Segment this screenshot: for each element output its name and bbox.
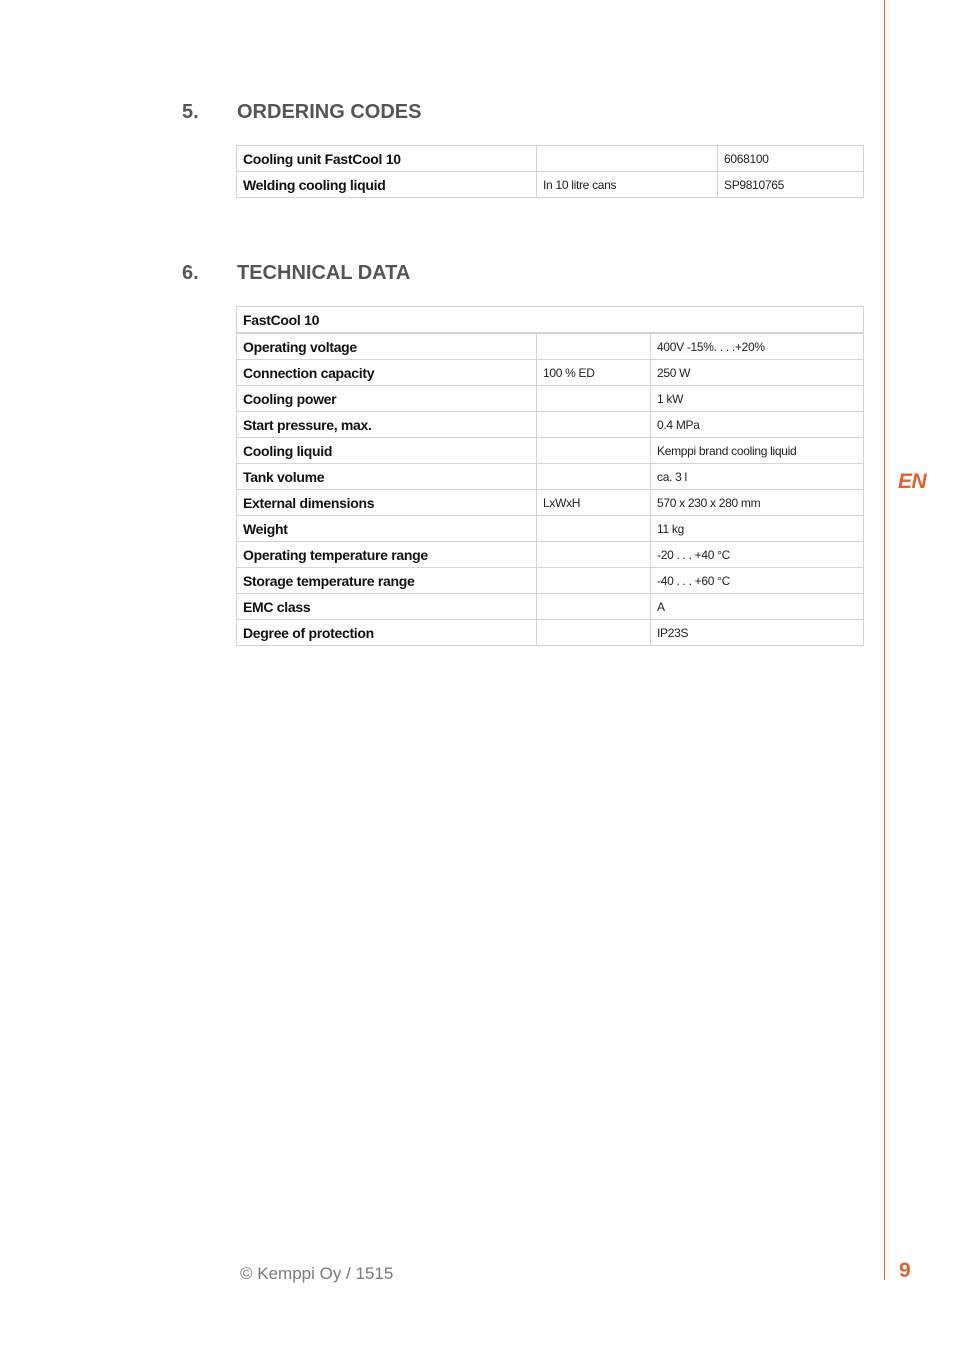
spec-value: 0.4 MPa (651, 412, 864, 438)
spec-name: Operating voltage (237, 333, 537, 360)
spec-value: IP23S (651, 620, 864, 646)
spec-detail: 100 % ED (537, 360, 651, 386)
ordering-codes-heading (182, 101, 421, 124)
spec-value: 1 kW (651, 386, 864, 412)
spec-value: A (651, 594, 864, 620)
product-name: Welding cooling liquid (237, 172, 537, 198)
table-header: FastCool 10 (237, 307, 864, 334)
product-code: SP9810765 (718, 172, 864, 198)
ordering-codes-table (236, 145, 864, 198)
spec-detail (537, 542, 651, 568)
spec-name: Connection capacity (237, 360, 537, 386)
section-title: TECHNICAL DATA (237, 262, 411, 284)
spec-value: 250 W (651, 360, 864, 386)
page-number: 9 (899, 1259, 911, 1282)
language-tag: EN (898, 470, 927, 493)
technical-data-heading (182, 262, 410, 285)
spec-detail (537, 464, 651, 490)
spec-value: 400V -15%. . . .+20% (651, 333, 864, 360)
table-row (237, 490, 864, 516)
table-row (237, 594, 864, 620)
spec-detail (537, 438, 651, 464)
table-row (237, 542, 864, 568)
section-title: ORDERING CODES (237, 101, 422, 123)
spec-detail (537, 594, 651, 620)
spec-detail: LxWxH (537, 490, 651, 516)
product-name: Cooling unit FastCool 10 (237, 146, 537, 172)
spec-detail (537, 620, 651, 646)
table-row (237, 386, 864, 412)
spec-value: -20 . . . +40 °C (651, 542, 864, 568)
table-row (237, 464, 864, 490)
table-row (237, 360, 864, 386)
table-row (237, 438, 864, 464)
spec-detail (537, 333, 651, 360)
product-detail (537, 146, 718, 172)
spec-value: ca. 3 l (651, 464, 864, 490)
spec-name: External dimensions (237, 490, 537, 516)
spec-detail (537, 568, 651, 594)
spec-name: Operating temperature range (237, 542, 537, 568)
table-row (237, 620, 864, 646)
spec-name: Tank volume (237, 464, 537, 490)
table-row (237, 516, 864, 542)
footer-copyright: © Kemppi Oy / 1515 (240, 1264, 394, 1283)
table-row (237, 412, 864, 438)
spec-value: -40 . . . +60 °C (651, 568, 864, 594)
table-header-row (237, 307, 864, 334)
spec-name: EMC class (237, 594, 537, 620)
table-row (237, 146, 864, 172)
spec-detail (537, 516, 651, 542)
spec-detail (537, 412, 651, 438)
spec-name: Cooling power (237, 386, 537, 412)
product-detail: In 10 litre cans (537, 172, 718, 198)
margin-rule (884, 0, 885, 1280)
table-row (237, 172, 864, 198)
spec-value: 570 x 230 x 280 mm (651, 490, 864, 516)
spec-name: Storage temperature range (237, 568, 537, 594)
section-number: 6. (182, 262, 199, 284)
spec-name: Start pressure, max. (237, 412, 537, 438)
product-code: 6068100 (718, 146, 864, 172)
spec-name: Weight (237, 516, 537, 542)
section-number: 5. (182, 101, 199, 123)
technical-data-table (236, 306, 864, 646)
spec-name: Cooling liquid (237, 438, 537, 464)
table-row (237, 568, 864, 594)
spec-value: Kemppi brand cooling liquid (651, 438, 864, 464)
table-row (237, 333, 864, 360)
spec-detail (537, 386, 651, 412)
spec-value: 11 kg (651, 516, 864, 542)
spec-name: Degree of protection (237, 620, 537, 646)
